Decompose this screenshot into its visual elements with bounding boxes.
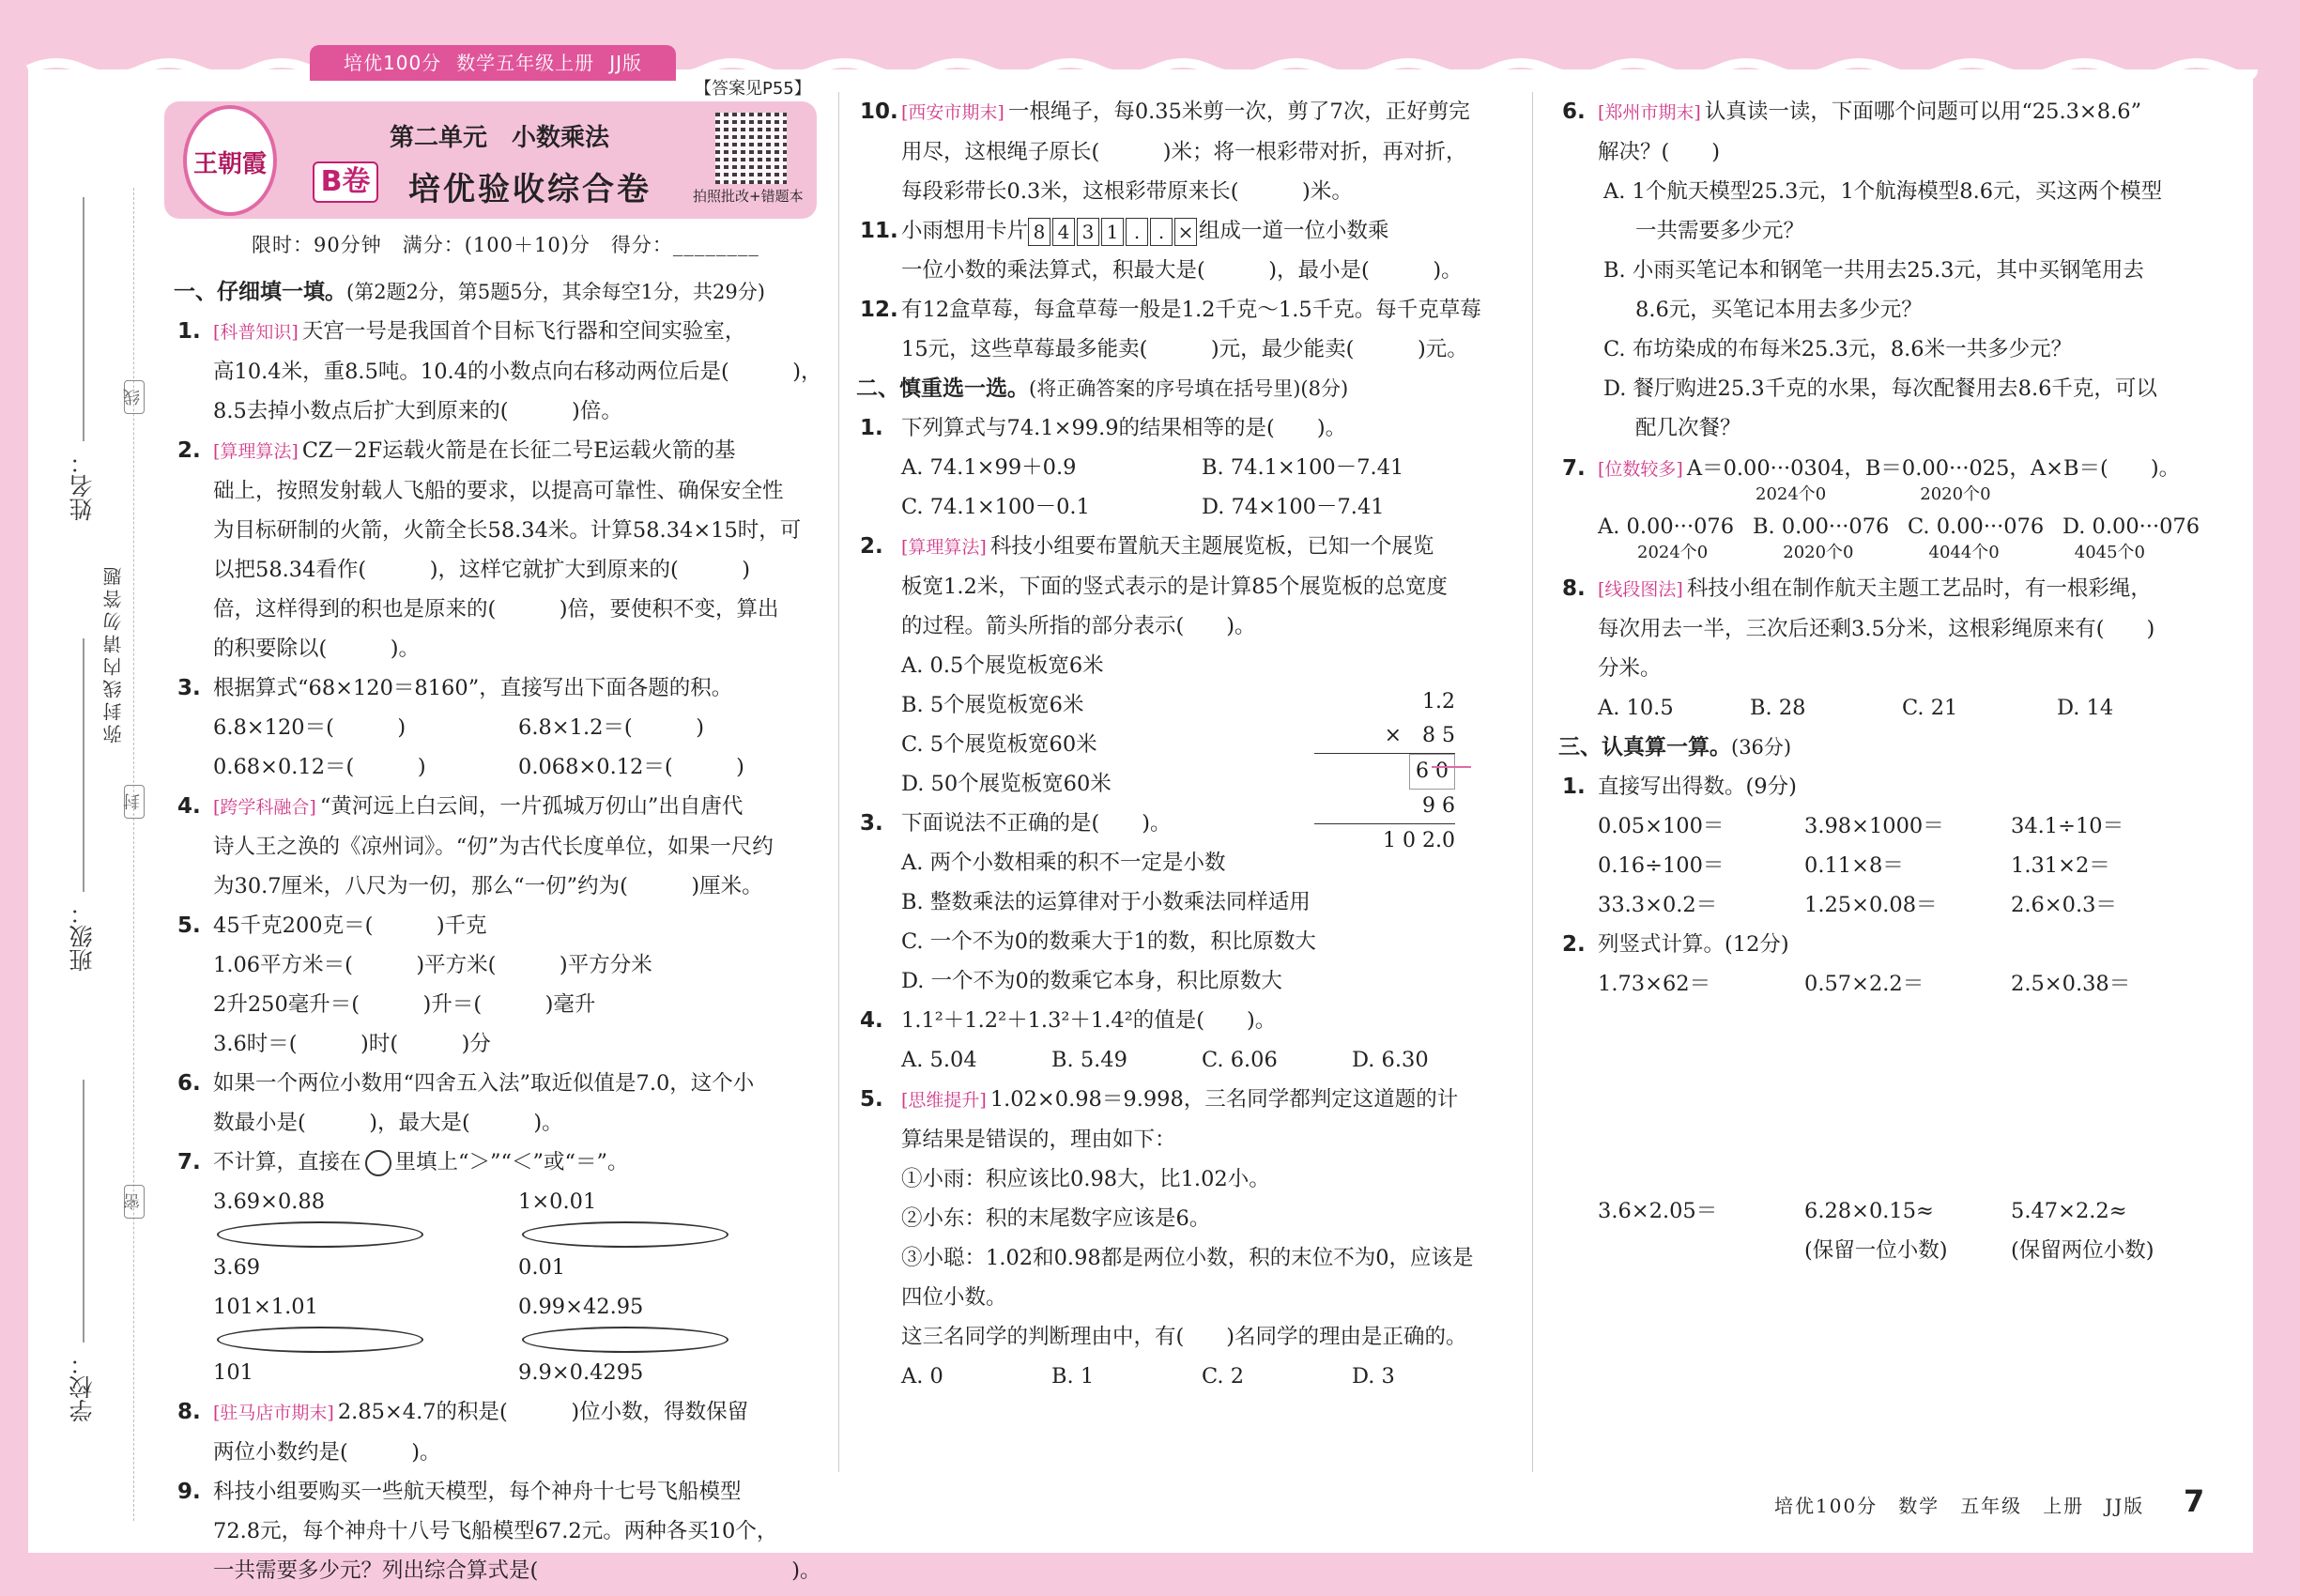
qr-code-icon[interactable] <box>715 113 787 184</box>
question-2 <box>174 431 826 668</box>
option-d-cont: 配几次餐？ <box>1635 416 1741 440</box>
q-text: 认真读一读，下面哪个问题可以用“25.3×8.6” <box>1704 100 2142 124</box>
q-number: 2. <box>1562 932 1586 957</box>
option-d[interactable]: D. 74×100－7.41 <box>1202 495 1385 519</box>
option-d[interactable]: D. 餐厅购进25.3千克的水果，每次配餐用去8.6千克，可以 <box>1603 376 2157 401</box>
q-number: 5. <box>860 1087 883 1112</box>
scan-label: 拍照批改+错题本 <box>693 188 804 205</box>
section-1-title: 一、仔细填一填。 <box>174 280 346 304</box>
option-a[interactable]: A. 74.1×99＋0.9 <box>901 455 1077 480</box>
q-text: 一共需要多少元？列出综合算式是( )。 <box>213 1558 821 1583</box>
q-tag: [跨学科融合] <box>213 797 316 818</box>
q-number: 1. <box>177 319 201 344</box>
q-number: 5. <box>177 913 201 938</box>
q-number: 12. <box>860 298 898 322</box>
option-d[interactable]: D. 14 <box>2057 696 2114 720</box>
q-number: 8. <box>177 1400 201 1424</box>
seal-warning: 弥封线内请勿答题 <box>102 563 125 744</box>
column-1 <box>174 272 826 1590</box>
q-text: 科技小组要购买一些航天模型，每个神舟十七号飞船模型 <box>213 1480 742 1504</box>
q-text: 2升250毫升＝( )升＝( )毫升 <box>213 992 596 1017</box>
mult-line: 9 6 <box>1422 794 1455 818</box>
option-b[interactable]: B. 74.1×100－7.41 <box>1202 455 1404 480</box>
unit-title: 第二单元 小数乘法 <box>390 124 610 152</box>
school-line <box>83 1080 84 1343</box>
seal-line-mark: 线 <box>124 380 145 414</box>
q-text: 有12盒草莓，每盒草莓一般是1.2千克～1.5千克。每千克草莓 <box>901 298 1481 322</box>
option-a[interactable]: A. 1个航天模型25.3元，1个航海模型8.6元，买这两个模型 <box>1603 179 2163 204</box>
q-text: 倍，这样得到的积也是原来的( )倍，要使积不变，算出 <box>213 597 779 622</box>
option-c[interactable]: C. 5个展览板宽60米 <box>901 732 1097 757</box>
question-1 <box>174 312 826 431</box>
q-text: 3.6时＝( )时( )分 <box>213 1032 491 1056</box>
q-text: 解决？( ) <box>1598 140 1721 164</box>
question-5 <box>174 906 826 1064</box>
option-a[interactable]: A. 10.5 <box>1598 696 1674 720</box>
calc-item: 0.57×2.2＝ <box>1804 972 1924 996</box>
q-text: 小雨想用卡片 <box>901 219 1029 243</box>
column-3 <box>1558 92 2220 1270</box>
rounding-note: (保留一位小数) <box>1804 1238 1948 1263</box>
brace-label: 2024个0 <box>1756 484 1827 504</box>
q-text: 天宫一号是我国首个目标飞行器和空间实验室， <box>301 319 746 344</box>
compare-circle-icon[interactable] <box>217 1327 423 1353</box>
q-text: 用尽，这根绳子原长( )米；将一根彩带对折，再对折， <box>901 140 1467 164</box>
option-d[interactable]: D. 0.00···076 <box>2062 514 2200 539</box>
choice-7 <box>1558 453 2220 484</box>
q-tag: [西安市期末] <box>901 102 1004 123</box>
seal-sealed-mark: 密 <box>124 1185 145 1219</box>
paper-b-badge: B卷 <box>313 161 378 203</box>
choice-1 <box>856 408 1513 448</box>
choice-8 <box>1558 569 2220 688</box>
q-item: 0.99×42.95 <box>518 1295 644 1319</box>
q-text: 1.02×0.98＝9.998，三名同学都判定这道题的计 <box>989 1087 1459 1112</box>
q-text: ②小东：积的末尾数字应该是6。 <box>901 1206 1211 1231</box>
q-text: CZ－2F运载火箭是在长征二号E运载火箭的基 <box>301 438 736 463</box>
q-text: A＝0.00···0304，B＝0.00···025，A×B＝( )。 <box>1686 456 2181 481</box>
question-3 <box>174 668 826 708</box>
section-3-sub: (36分) <box>1731 736 1792 759</box>
footer-edition: JJ版 <box>2105 1495 2145 1517</box>
footer-grade: 五年级 <box>1960 1495 2023 1517</box>
option-c[interactable]: C. 21 <box>1902 696 1958 720</box>
compare-circle-icon[interactable] <box>365 1150 391 1176</box>
option-c[interactable]: C. 2 <box>1202 1364 1245 1389</box>
option-b[interactable]: B. 1 <box>1051 1364 1095 1389</box>
q-text: 8.5去掉小数点后扩大到原来的( )倍。 <box>213 399 622 423</box>
footer-subject: 数学 <box>1898 1495 1940 1517</box>
number-card: 1 <box>1101 218 1124 246</box>
q-number: 4. <box>177 794 201 819</box>
q-number: 6. <box>177 1071 201 1096</box>
q-text: 每次用去一半，三次后还剩3.5分米，这根彩绳原来有( ) <box>1598 617 2155 641</box>
section-2-title: 二、慎重选一选。 <box>856 376 1029 401</box>
q-number: 2. <box>860 534 883 559</box>
q-text: 2.85×4.7的积是( )位小数，得数保留 <box>337 1400 749 1424</box>
calc-item: 2.6×0.3＝ <box>2011 893 2117 917</box>
section-2-sub: (将正确答案的序号填在括号里)(8分) <box>1029 377 1349 400</box>
option-a[interactable]: A. 0.5个展览板宽6米 <box>901 653 1104 678</box>
mult-line: 1.2 <box>1422 690 1455 714</box>
q-text: 高10.4米，重8.5吨。10.4的小数点向右移动两位后是( )， <box>213 360 822 384</box>
calc-item: 5.47×2.2≈ <box>2011 1199 2127 1223</box>
answer-ref: 【答案见P55】 <box>695 79 811 99</box>
q-item: 101×1.01 <box>213 1295 318 1319</box>
brace-label: 2020个0 <box>1783 543 1854 562</box>
q-tag: [算理算法] <box>901 537 987 558</box>
tab-subject: 数学五年级上册 <box>456 52 595 74</box>
number-card: . <box>1126 218 1148 246</box>
option-b[interactable]: B. 整数乘法的运算律对于小数乘法同样适用 <box>901 890 1311 914</box>
option-a[interactable]: A. 5.04 <box>901 1048 977 1072</box>
vertical-multiplication <box>1314 685 1455 858</box>
q-text: 板宽1.2米，下面的竖式表示的是计算85个展览板的总宽度 <box>901 575 1448 599</box>
mult-result: 1 0 2.0 <box>1314 823 1455 858</box>
brace-label: 2024个0 <box>1637 543 1709 562</box>
section-1-sub: (第2题2分，第5题5分，其余每空1分，共29分) <box>346 281 765 303</box>
calc-item: 1.31×2＝ <box>2011 853 2110 878</box>
q-number: 2. <box>177 438 201 463</box>
choice-6 <box>1558 92 2220 172</box>
q-tag: [线段图法] <box>1598 579 1683 600</box>
option-d[interactable]: D. 50个展览板宽60米 <box>901 772 1112 796</box>
question-10 <box>856 92 1513 211</box>
option-d[interactable]: D. 一个不为0的数乘它本身，积比原数大 <box>901 969 1282 993</box>
q-number: 7. <box>177 1150 201 1174</box>
q-number: 11. <box>860 219 898 243</box>
q-text: 两位小数约是( )。 <box>213 1440 441 1465</box>
page-number: 7 <box>2184 1483 2205 1519</box>
question-6 <box>174 1064 826 1143</box>
q-number: 8. <box>1562 576 1586 601</box>
q-item: 6.8×120＝( ) <box>213 715 406 740</box>
q-item: 6.8×1.2＝( ) <box>518 715 704 740</box>
class-line <box>83 638 84 892</box>
arrow-icon <box>1432 766 1471 768</box>
question-9 <box>174 1472 826 1590</box>
footer-brand: 培优100分 <box>1774 1495 1878 1517</box>
choice-5 <box>856 1080 1513 1357</box>
calc-item: 0.11×8＝ <box>1804 853 1904 878</box>
q-text: 一根绳子，每0.35米剪一次，剪了7次，正好剪完 <box>1007 100 1470 124</box>
q-text: 72.8元，每个神舟十八号飞船模型67.2元。两种各买10个， <box>213 1519 778 1543</box>
q-text: 每段彩带长0.3米，这根彩带原来长( )米。 <box>901 179 1353 204</box>
number-card: 8 <box>1028 218 1050 246</box>
calc-item: 0.05×100＝ <box>1598 814 1725 838</box>
q-text: 45千克200克＝( )千克 <box>213 913 487 938</box>
q-number: 10. <box>860 100 898 124</box>
q-text: 列竖式计算。(12分) <box>1598 932 1789 957</box>
option-a[interactable]: A. 0.00···076 <box>1598 514 1735 539</box>
option-b[interactable]: B. 0.00···076 <box>1753 514 1890 539</box>
q-number: 3. <box>860 811 883 836</box>
q-text: 组成一道一位小数乘 <box>1199 219 1389 243</box>
option-d[interactable]: D. 3 <box>1352 1364 1395 1389</box>
q-item: 0.068×0.12＝( ) <box>518 755 744 779</box>
paper-title: 培优验收综合卷 <box>408 171 652 208</box>
q-text: 下面说法不正确的是( )。 <box>901 811 1172 836</box>
header-tab <box>310 45 676 81</box>
q-number: 9. <box>177 1480 201 1504</box>
number-card: × <box>1174 218 1197 246</box>
option-b[interactable]: B. 5.49 <box>1051 1048 1127 1072</box>
q-tag: [位数较多] <box>1598 459 1683 480</box>
seal-seal-mark: 封 <box>124 785 145 819</box>
tab-edition: JJ版 <box>609 52 642 74</box>
q-number: 1. <box>1562 775 1586 799</box>
q-text: 里填上“＞”“＜”或“＝”。 <box>394 1150 629 1174</box>
compare-circle-icon[interactable] <box>522 1221 728 1248</box>
calc-item: 1.25×0.08＝ <box>1804 893 1938 917</box>
q-tag: [驻马店市期末] <box>213 1403 334 1423</box>
compare-circle-icon[interactable] <box>522 1327 728 1353</box>
q-text: 数最小是( )，最大是( )。 <box>213 1111 563 1135</box>
option-b-cont: 8.6元，买笔记本用去多少元？ <box>1635 298 1923 322</box>
calc-item: 2.5×0.38＝ <box>2011 972 2131 996</box>
brace-label: 4045个0 <box>2074 543 2146 562</box>
number-card: . <box>1150 218 1173 246</box>
calc-item: 33.3×0.2＝ <box>1598 893 1718 917</box>
mult-highlight: 6 0 <box>1409 754 1455 790</box>
q-item: 0.68×0.12＝( ) <box>213 755 426 779</box>
q-text: 直接写出得数。(9分) <box>1598 775 1797 799</box>
q-text: 的过程。箭头所指的部分表示( )。 <box>901 614 1256 638</box>
q-text: 为目标研制的火箭，火箭全长58.34米。计算58.34×15时，可 <box>213 518 802 543</box>
section-3-title: 三、认真算一算。 <box>1558 735 1731 760</box>
page-footer <box>1774 1491 2165 1518</box>
option-c[interactable]: C. 布坊染成的布每米25.3元，8.6米一共多少元？ <box>1603 337 2073 361</box>
q-text: 下列算式与74.1×99.9的结果相等的是( )。 <box>901 416 1347 440</box>
q-text: 为30.7厘米，八尺为一仞，那么“一仞”约为( )厘米。 <box>213 874 763 898</box>
q-text: ①小雨：积应该比0.98大，比1.02小。 <box>901 1167 1270 1191</box>
q-text: 科技小组在制作航天主题工艺品时，有一根彩绳， <box>1686 576 2152 601</box>
mult-line: × 8 5 <box>1384 724 1455 747</box>
class-label: 班级： <box>69 901 96 972</box>
q-item: 0.01 <box>518 1255 566 1280</box>
choice-4 <box>856 1001 1513 1040</box>
q-number: 6. <box>1562 100 1586 124</box>
q-tag: [科普知识] <box>213 322 299 343</box>
q-text: 分米。 <box>1598 656 1662 681</box>
option-a[interactable]: A. 两个小数相乘的积不一定是小数 <box>901 851 1226 875</box>
calc-item: 6.28×0.15≈ <box>1804 1199 1934 1223</box>
option-c[interactable]: C. 6.06 <box>1202 1048 1278 1072</box>
option-b[interactable]: B. 5个展览板宽6米 <box>901 693 1084 717</box>
q-text: 的积要除以( )。 <box>213 637 421 661</box>
option-d[interactable]: D. 6.30 <box>1352 1048 1429 1072</box>
number-card: 4 <box>1052 218 1075 246</box>
number-card: 3 <box>1077 218 1099 246</box>
q-text: ③小聪：1.02和0.98都是两位小数，积的末位不为0，应该是 <box>901 1246 1474 1270</box>
option-c[interactable]: C. 一个不为0的数乘大于1的数，积比原数大 <box>901 929 1316 954</box>
option-b[interactable]: B. 小雨买笔记本和钢笔一共用去25.3元，其中买钢笔用去 <box>1603 258 2144 283</box>
q-number: 1. <box>860 416 883 440</box>
q-number: 3. <box>177 676 201 700</box>
q-text: 四位小数。 <box>901 1285 1007 1310</box>
q-text: 不计算，直接在 <box>213 1150 361 1174</box>
option-a[interactable]: A. 0 <box>901 1364 943 1389</box>
q-item: 101 <box>213 1360 253 1385</box>
q-text: 根据算式“68×120＝8160”，直接写出下面各题的积。 <box>213 676 733 700</box>
brace-label: 4044个0 <box>1928 543 2000 562</box>
option-b[interactable]: B. 28 <box>1750 696 1806 720</box>
calc-item: 0.16÷100＝ <box>1598 853 1725 878</box>
q-text: 一位小数的乘法算式，积最大是( )，最小是( )。 <box>901 258 1463 283</box>
q-text: 础上，按照发射载人飞船的要求，以提高可靠性、确保安全性 <box>213 479 784 503</box>
q-item: 9.9×0.4295 <box>518 1360 644 1385</box>
question-4 <box>174 787 826 906</box>
q-text: 这三名同学的判断理由中，有( )名同学的理由是正确的。 <box>901 1325 1467 1349</box>
question-7 <box>174 1143 826 1182</box>
choice-2 <box>856 527 1513 646</box>
q-tag: [算理算法] <box>213 441 299 462</box>
q-number: 7. <box>1562 456 1586 481</box>
q-text: 科技小组要布置航天主题展览板，已知一个展览 <box>989 534 1434 559</box>
q-text: 1.06平方米＝( )平方米( )平方分米 <box>213 953 652 977</box>
option-a-cont: 一共需要多少元？ <box>1635 219 1805 243</box>
rounding-note: (保留两位小数) <box>2011 1238 2154 1263</box>
q-item: 3.69 <box>213 1255 261 1280</box>
compare-circle-icon[interactable] <box>217 1221 423 1248</box>
footer-term: 上册 <box>2043 1495 2085 1517</box>
q-text: 算结果是错误的，理由如下： <box>901 1128 1176 1152</box>
q-text: 1.1²＋1.2²＋1.3²＋1.4²的值是( )。 <box>901 1008 1277 1033</box>
q-tag: [思维提升] <box>901 1090 987 1111</box>
option-c[interactable]: C. 74.1×100－0.1 <box>901 495 1090 519</box>
tab-brand: 培优100分 <box>344 52 442 74</box>
calc-item: 1.73×62＝ <box>1598 972 1711 996</box>
question-8 <box>174 1392 826 1472</box>
question-11 <box>856 211 1513 290</box>
calc-item: 3.98×1000＝ <box>1804 814 1944 838</box>
school-label: 学校： <box>69 1352 96 1422</box>
number-cards <box>1028 219 1199 243</box>
q-text: 诗人王之涣的《凉州词》。“仞”为古代长度单位，如果一尺约 <box>213 835 774 859</box>
calc-1 <box>1558 767 2220 806</box>
q-text: 15元，这些草莓最多能卖( )元，最少能卖( )元。 <box>901 337 1468 361</box>
calc-item: 3.6×2.05＝ <box>1598 1199 1718 1223</box>
calc-item: 34.1÷10＝ <box>2011 814 2124 838</box>
question-12 <box>856 290 1513 369</box>
q-text: “黄河远上白云间，一片孤城万仞山”出自唐代 <box>319 794 744 819</box>
work-area[interactable] <box>1558 1004 2220 1191</box>
name-line <box>83 197 84 441</box>
column-divider <box>838 92 839 1472</box>
brace-label: 2020个0 <box>1920 484 1991 504</box>
q-text: 如果一个两位小数用“四舍五入法”取近似值是7.0，这个小 <box>213 1071 755 1096</box>
name-label: 姓名： <box>69 451 96 521</box>
brand-logo: 王朝霞 <box>183 105 277 216</box>
q-item: 3.69×0.88 <box>213 1189 326 1214</box>
option-c[interactable]: C. 0.00···076 <box>1908 514 2045 539</box>
q-item: 1×0.01 <box>518 1189 597 1214</box>
q-tag: [郑州市期末] <box>1598 102 1701 123</box>
calc-2 <box>1558 925 2220 964</box>
q-text: 以把58.34看作( )，这样它就扩大到原来的( ) <box>213 558 751 582</box>
column-divider <box>1532 92 1533 1472</box>
time-limit: 限时：90分钟 满分：(100＋10)分 得分：________ <box>252 234 759 256</box>
q-number: 4. <box>860 1008 883 1033</box>
